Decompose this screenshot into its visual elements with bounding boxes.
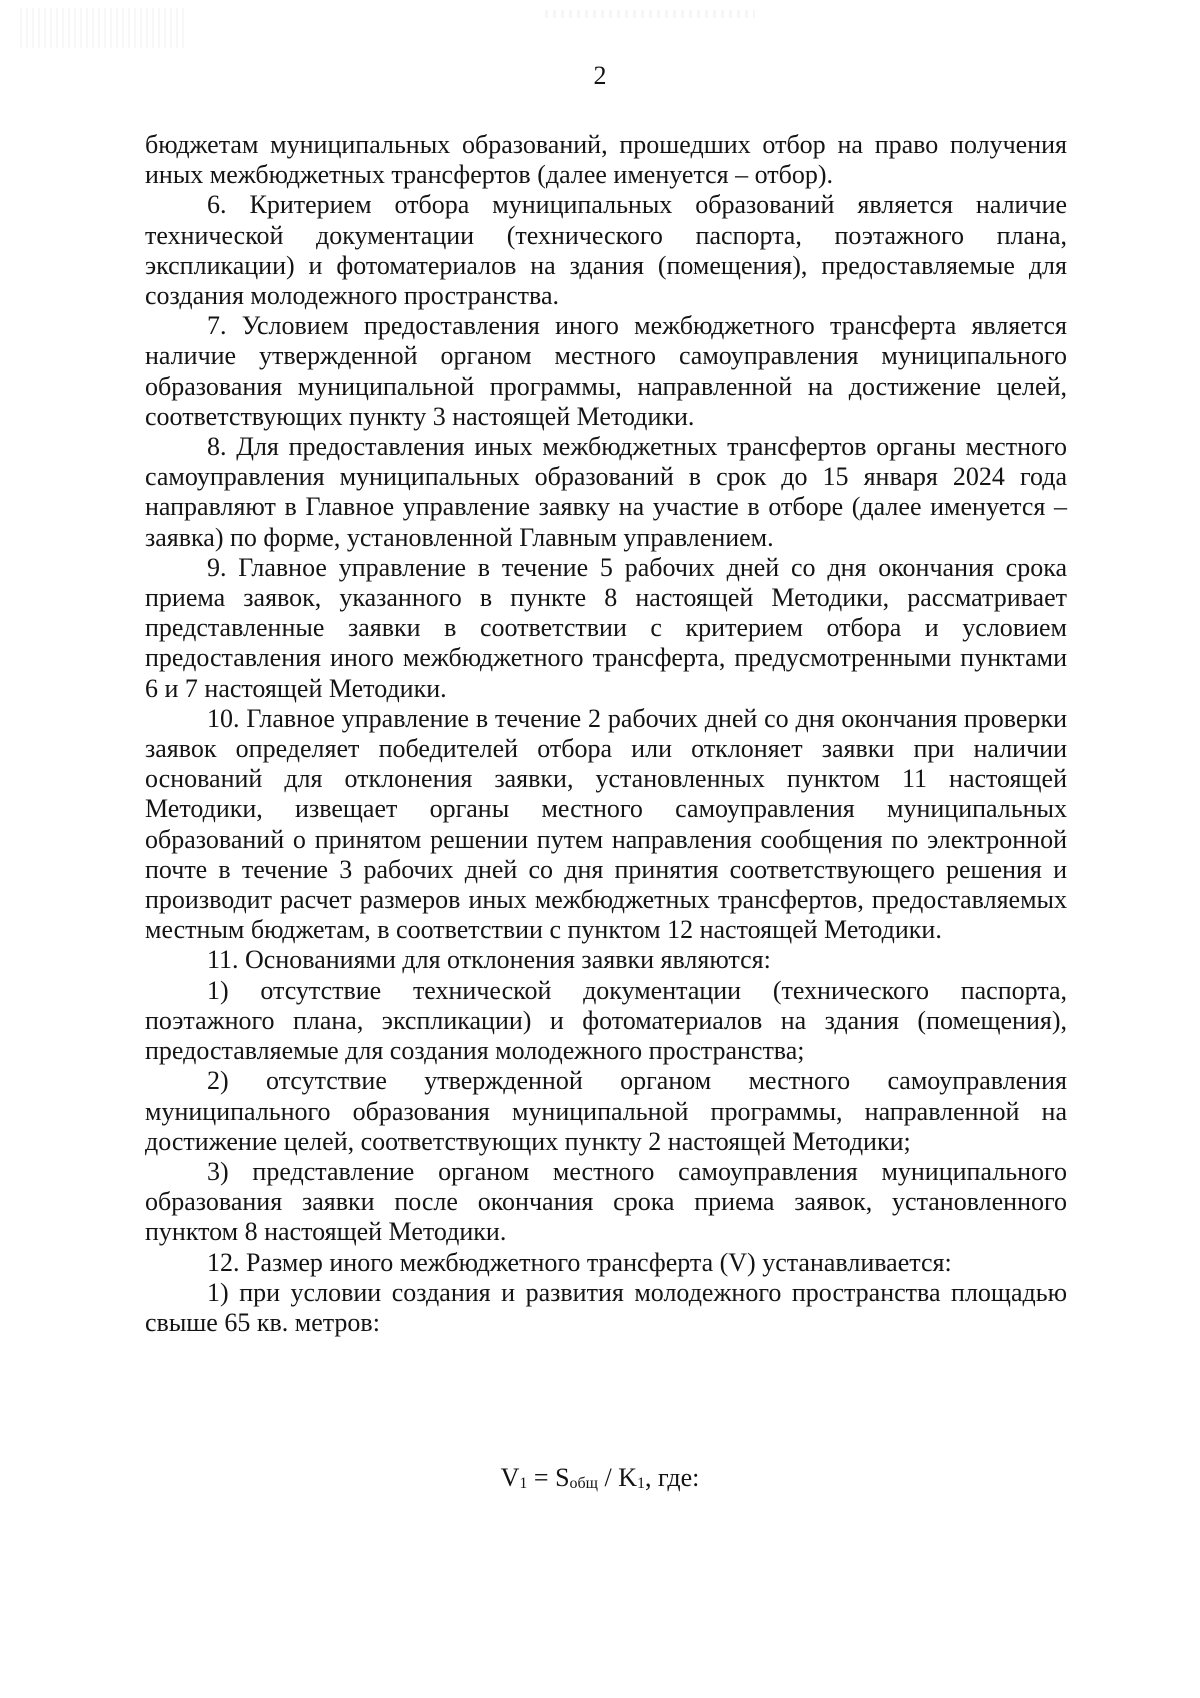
paragraph: 8. Для предоставления иных межбюджетных трансфертов органы местного самоуправления муниципальных образований в срок до 15 января 2024 года направляют в Главное управление заявку на участие в отборе (далее именуется – заявка) по форме, установленной Главным управлением. [145,432,1067,552]
page-number: 2 [593,61,607,90]
paragraph: 11. Основаниями для отклонения заявки являются: [207,945,771,975]
paragraph: 10. Главное управление в течение 2 рабочих дней со дня окончания проверки заявок определяет победителей отбора или отклоняет заявки при наличии оснований для отклонения заявки, установленных пунктом 11 настоящей Методики, извещает органы местного самоуправления муниципальных образований о принятом решении путем направления сообщения по электронной почте в течение 3 рабочих дней со дня принятия соответствующего решения и производит расчет размеров иных межбюджетных трансфертов, предоставляемых местным бюджетам, в соответствии с пунктом 12 настоящей Методики. [145,703,1067,945]
formula-tail: , где: [645,1463,700,1492]
formula-k-symbol: K [618,1463,638,1492]
paragraph: 1) отсутствие технической документации (технического паспорта, поэтажного плана, экспликации) и фотоматериалов на здания (помещения), предоставляемые для создания молодежного пространства; [145,975,1067,1066]
formula-v-symbol: V [500,1463,520,1492]
formula [0,1462,1200,1500]
paragraph: 12. Размер иного межбюджетного трансферта (V) устанавливается: [207,1247,952,1277]
formula-k-subscript: 1 [637,1475,646,1492]
paragraph: 3) представление органом местного самоуправления муниципального образования заявки после окончания срока приема заявок, установленного пунктом 8 настоящей Методики. [145,1156,1067,1247]
paragraph: бюджетам муниципальных образований, прошедших отбор на право получения иных межбюджетных трансфертов (далее именуется – отбор). [145,130,1067,190]
paragraph: 6. Критерием отбора муниципальных образований является наличие технической документации (технического паспорта, поэтажного плана, экспликации) и фотоматериалов на здания (помещения), предоставляемые для создания молодежного пространства. [145,190,1067,311]
formula-v-subscript: 1 [519,1475,528,1492]
formula-s-subscript: общ [569,1475,598,1492]
scan-artifact [20,8,185,48]
document-body [145,130,1067,1338]
formula-divide: / [598,1463,619,1492]
paragraph: 2) отсутствие утвержденной органом местного самоуправления муниципального образования муниципальной программы, направленной на достижение целей, соответствующих пункту 2 настоящей Методики; [145,1066,1067,1156]
formula-s-symbol: S [555,1463,570,1492]
formula-equals: = [527,1463,556,1492]
paragraph: 7. Условием предоставления иного межбюджетного трансферта является наличие утвержденной органом местного самоуправления муниципального образования муниципальной программы, направленной на достижение целей, соответствующих пункту 3 настоящей Методики. [145,311,1067,431]
paragraph: 9. Главное управление в течение 5 рабочих дней со дня окончания срока приема заявок, указанного в пункте 8 настоящей Методики, рассматривает представленные заявки в соответствии с критерием отбора и условием предоставления иного межбюджетного трансферта, предусмотренными пунктами 6 и 7 настоящей Методики. [145,552,1067,703]
scan-artifact [545,10,755,18]
paragraph: 1) при условии создания и развития молодежного пространства площадью свыше 65 кв. метров: [145,1277,1067,1337]
